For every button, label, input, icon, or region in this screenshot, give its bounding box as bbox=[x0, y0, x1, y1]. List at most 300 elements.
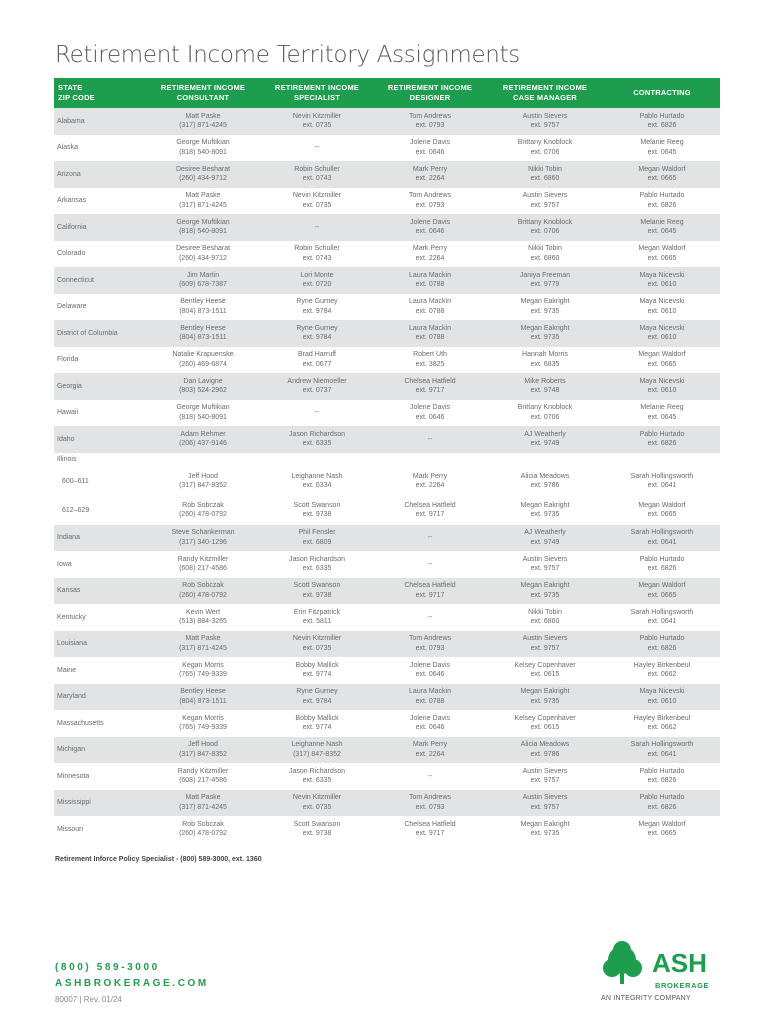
contracting-cell bbox=[604, 373, 720, 400]
designer-cell-line: ext. 0793 bbox=[415, 201, 445, 209]
case-manager-cell bbox=[486, 737, 604, 764]
consultant-cell bbox=[146, 267, 260, 294]
logo-tagline: AN INTEGRITY COMPANY bbox=[601, 995, 691, 1002]
designer-cell-line: Tom Andrews bbox=[408, 192, 452, 200]
designer-cell-line: ext. 0793 bbox=[415, 803, 445, 811]
case-manager-cell bbox=[486, 320, 604, 347]
case-manager-cell-line: ext. 9757 bbox=[530, 122, 560, 130]
case-manager-cell-line: ext. 9735 bbox=[530, 591, 560, 599]
header-case-manager bbox=[486, 78, 604, 108]
state-cell: Connecticut bbox=[57, 276, 94, 284]
case-manager-cell bbox=[486, 763, 604, 790]
table-row bbox=[54, 241, 720, 268]
designer-cell-line: ext. 0793 bbox=[415, 644, 445, 652]
contracting-cell-line: Megan Waldorf bbox=[638, 501, 686, 509]
table-row bbox=[54, 710, 720, 737]
designer-cell-line: Laura Mackin bbox=[408, 324, 452, 332]
specialist-cell bbox=[260, 373, 374, 400]
contracting-cell-line: ext. 6826 bbox=[647, 122, 677, 130]
consultant-cell bbox=[146, 604, 260, 631]
case-manager-cell bbox=[486, 525, 604, 552]
case-manager-cell-line: Hannah Morris bbox=[522, 351, 568, 359]
designer-cell-line: -- bbox=[427, 613, 433, 621]
specialist-cell bbox=[260, 604, 374, 631]
specialist-cell-line: ext. 9774 bbox=[302, 724, 332, 732]
consultant-cell-line: Rob Sobczak bbox=[182, 582, 224, 590]
consultant-cell-line: (260) 478-0792 bbox=[179, 830, 227, 838]
contracting-cell bbox=[604, 496, 720, 525]
contracting-cell-line: ext. 0641 bbox=[647, 750, 677, 758]
contracting-cell-line: Sarah Hollingsworth bbox=[630, 472, 694, 480]
consultant-cell-line: (317) 871-4245 bbox=[179, 644, 227, 652]
consultant-cell bbox=[146, 710, 260, 737]
case-manager-cell-line: ext. 6860 bbox=[530, 254, 560, 262]
consultant-cell-line: Bentley Heese bbox=[180, 298, 226, 306]
contracting-cell bbox=[604, 241, 720, 268]
specialist-cell-line: Jason Richardson bbox=[288, 767, 346, 775]
contracting-cell-line: Pablo Hurtado bbox=[639, 430, 685, 438]
table-row bbox=[54, 790, 720, 817]
contracting-cell-line: ext. 0645 bbox=[647, 148, 677, 156]
specialist-cell-line: ext. 9774 bbox=[302, 671, 332, 679]
contracting-cell-line: ext. 0610 bbox=[647, 387, 677, 395]
designer-cell-line: Chelsea Hatfield bbox=[404, 582, 456, 590]
consultant-cell-line: (803) 524-2962 bbox=[179, 387, 227, 395]
contracting-cell-line: ext. 6826 bbox=[647, 777, 677, 785]
table-row bbox=[54, 684, 720, 711]
table-row bbox=[54, 578, 720, 605]
designer-cell-line: ext. 0793 bbox=[415, 122, 445, 130]
consultant-cell-line: Matt Paske bbox=[185, 192, 221, 200]
specialist-cell-line: Leighanne Nash bbox=[291, 741, 343, 749]
designer-cell-line: ext. 0788 bbox=[415, 281, 445, 289]
specialist-cell-line: Nevin Kitzmiller bbox=[292, 112, 342, 120]
contracting-cell-line: ext. 0665 bbox=[647, 360, 677, 368]
designer-cell-line: Chelsea Hatfield bbox=[404, 820, 456, 828]
specialist-cell-line: ext. 9784 bbox=[302, 307, 332, 315]
table-body bbox=[54, 108, 720, 843]
specialist-cell-line: Robin Schuller bbox=[294, 245, 340, 253]
case-manager-cell bbox=[486, 161, 604, 188]
consultant-cell bbox=[146, 763, 260, 790]
header-manager-line1: RETIREMENT INCOME bbox=[502, 83, 588, 93]
consultant-cell-line: Dan Lavigne bbox=[183, 377, 223, 385]
case-manager-cell bbox=[486, 347, 604, 374]
territory-table bbox=[54, 78, 720, 843]
case-manager-cell-line: ext. 0615 bbox=[530, 671, 560, 679]
case-manager-cell-line: Megan Eakright bbox=[520, 688, 570, 696]
case-manager-cell bbox=[486, 816, 604, 843]
state-cell: Massachusetts bbox=[57, 719, 104, 727]
consultant-cell-line: (260) 434-9712 bbox=[179, 254, 227, 262]
specialist-cell-line: ext. 6335 bbox=[302, 777, 332, 785]
case-manager-cell-line: Megan Eakright bbox=[520, 298, 570, 306]
specialist-cell bbox=[260, 426, 374, 453]
consultant-cell-line: Randy Kitzmiller bbox=[177, 555, 229, 563]
specialist-cell-line: ext. 0743 bbox=[302, 175, 332, 183]
case-manager-cell bbox=[486, 241, 604, 268]
state-cell: Arizona bbox=[57, 170, 81, 178]
case-manager-cell-line: ext. 9735 bbox=[530, 307, 560, 315]
consultant-cell-line: Rob Sobczak bbox=[182, 501, 224, 509]
table-row bbox=[54, 496, 720, 525]
case-manager-cell-line: ext. 0706 bbox=[530, 228, 560, 236]
designer-cell-line: ext. 0788 bbox=[415, 334, 445, 342]
contracting-cell-line: ext. 0665 bbox=[647, 175, 677, 183]
contracting-cell-line: ext. 0641 bbox=[647, 618, 677, 626]
case-manager-cell-line: Brittany Knoblock bbox=[517, 139, 573, 147]
footer-website[interactable]: ASHBROKERAGE.COM bbox=[55, 978, 209, 989]
specialist-cell-line: Scott Swanson bbox=[293, 582, 341, 590]
designer-cell bbox=[374, 294, 486, 321]
case-manager-cell-line: Austin Sievers bbox=[522, 192, 568, 200]
specialist-cell bbox=[260, 684, 374, 711]
case-manager-cell-line: ext. 0706 bbox=[530, 148, 560, 156]
consultant-cell-line: Kevin Wert bbox=[185, 608, 221, 616]
consultant-cell-line: (317) 340-1296 bbox=[179, 538, 227, 546]
contracting-cell-line: ext. 0645 bbox=[647, 413, 677, 421]
consultant-cell bbox=[146, 631, 260, 658]
contracting-cell-line: ext. 0662 bbox=[647, 671, 677, 679]
case-manager-cell-line: ext. 9779 bbox=[530, 281, 560, 289]
table-header bbox=[54, 78, 720, 108]
designer-cell-line: Mark Perry bbox=[412, 472, 448, 480]
table-row bbox=[54, 467, 720, 496]
specialist-cell bbox=[260, 320, 374, 347]
designer-cell-line: ext. 0646 bbox=[415, 148, 445, 156]
specialist-cell bbox=[260, 578, 374, 605]
case-manager-cell-line: Austin Sievers bbox=[522, 794, 568, 802]
contracting-cell-line: ext. 0665 bbox=[647, 511, 677, 518]
contracting-cell bbox=[604, 578, 720, 605]
designer-cell bbox=[374, 347, 486, 374]
state-cell: Florida bbox=[57, 356, 79, 364]
header-designer-line1: RETIREMENT INCOME bbox=[387, 83, 473, 93]
specialist-cell bbox=[260, 400, 374, 427]
designer-cell-line: Tom Andrews bbox=[408, 794, 452, 802]
header-consultant-line1: RETIREMENT INCOME bbox=[160, 83, 246, 93]
consultant-cell-line: Desiree Besharat bbox=[175, 165, 231, 173]
case-manager-cell-line: ext. 0615 bbox=[530, 724, 560, 732]
designer-cell-line: Mark Perry bbox=[412, 165, 448, 173]
consultant-cell bbox=[146, 108, 260, 135]
specialist-cell bbox=[260, 161, 374, 188]
case-manager-cell-line: ext. 9735 bbox=[530, 511, 560, 518]
table-row bbox=[54, 320, 720, 347]
consultant-cell-line: (317) 871-4245 bbox=[179, 122, 227, 130]
designer-cell-line: Chelsea Hatfield bbox=[404, 501, 456, 509]
designer-cell bbox=[374, 135, 486, 162]
consultant-cell-line: Natalie Krapuenske bbox=[172, 351, 234, 359]
contracting-cell-line: ext. 0665 bbox=[647, 591, 677, 599]
designer-cell bbox=[374, 496, 486, 525]
header-consultant-line2: CONSULTANT bbox=[176, 93, 230, 102]
consultant-cell-line: George Muftikian bbox=[176, 218, 230, 226]
table-row bbox=[54, 373, 720, 400]
case-manager-cell bbox=[486, 657, 604, 684]
designer-cell bbox=[374, 763, 486, 790]
contracting-cell-line: Megan Waldorf bbox=[638, 165, 686, 173]
table-row-group-header bbox=[54, 453, 720, 467]
case-manager-cell-line: ext. 9749 bbox=[530, 538, 560, 546]
designer-cell-line: Jolene Davis bbox=[409, 404, 451, 412]
specialist-cell-line: Andrew Niemoeller bbox=[287, 377, 347, 385]
designer-cell bbox=[374, 400, 486, 427]
consultant-cell bbox=[146, 816, 260, 843]
specialist-cell-line: Nevin Kitzmiller bbox=[292, 794, 342, 802]
consultant-cell-line: (804) 873-1511 bbox=[179, 334, 227, 342]
consultant-cell bbox=[146, 241, 260, 268]
header-state: STATE bbox=[58, 83, 83, 93]
contracting-cell-line: Maya Nicevski bbox=[639, 377, 685, 385]
designer-cell-line: ext. 2264 bbox=[415, 175, 445, 183]
contracting-cell-line: Pablo Hurtado bbox=[639, 112, 685, 120]
case-manager-cell-line: Megan Eakright bbox=[520, 582, 570, 590]
specialist-cell-line: (317) 847-8352 bbox=[293, 750, 341, 758]
contracting-cell bbox=[604, 108, 720, 135]
designer-cell bbox=[374, 684, 486, 711]
consultant-cell-line: (608) 217-4586 bbox=[179, 777, 227, 785]
consultant-cell-line: Matt Paske bbox=[185, 635, 221, 643]
table-row bbox=[54, 816, 720, 843]
state-cell: Illinois bbox=[57, 456, 77, 463]
contracting-cell-line: Melanie Reeg bbox=[640, 404, 684, 412]
specialist-cell bbox=[260, 188, 374, 215]
case-manager-cell bbox=[486, 400, 604, 427]
table-row bbox=[54, 161, 720, 188]
contracting-cell-line: Maya Nicevski bbox=[639, 271, 685, 279]
designer-cell-line: ext. 3825 bbox=[415, 360, 445, 368]
consultant-cell-line: Adam Rehmer bbox=[180, 430, 226, 438]
designer-cell bbox=[374, 604, 486, 631]
contracting-cell-line: Pablo Hurtado bbox=[639, 767, 685, 775]
state-cell: Delaware bbox=[57, 303, 87, 311]
table-row bbox=[54, 551, 720, 578]
designer-cell bbox=[374, 320, 486, 347]
specialist-cell-line: ext. 9784 bbox=[302, 334, 332, 342]
consultant-cell-line: Desiree Besharat bbox=[175, 245, 231, 253]
specialist-cell bbox=[260, 214, 374, 241]
specialist-cell-line: ext. 0735 bbox=[302, 803, 332, 811]
table-row bbox=[54, 108, 720, 135]
specialist-cell bbox=[260, 551, 374, 578]
consultant-cell-line: (609) 678-7387 bbox=[179, 281, 227, 289]
specialist-cell-line: ext. 0677 bbox=[302, 360, 332, 368]
designer-cell-line: ext. 9717 bbox=[415, 830, 445, 838]
case-manager-cell-line: ext. 9757 bbox=[530, 565, 560, 573]
contracting-cell-line: Hayley Birkenbeul bbox=[633, 661, 691, 669]
state-cell: District of Columbia bbox=[57, 329, 118, 337]
specialist-cell-line: ext. 9738 bbox=[302, 830, 332, 838]
table-row bbox=[54, 214, 720, 241]
contracting-cell bbox=[604, 347, 720, 374]
designer-cell bbox=[374, 373, 486, 400]
consultant-cell bbox=[146, 684, 260, 711]
consultant-cell-line: (818) 540-8091 bbox=[179, 228, 227, 236]
table-row bbox=[54, 631, 720, 658]
contracting-cell-line: Megan Waldorf bbox=[638, 582, 686, 590]
table-row bbox=[54, 737, 720, 764]
contracting-cell-line: ext. 0665 bbox=[647, 830, 677, 838]
consultant-cell bbox=[146, 135, 260, 162]
designer-cell-line: Jolene Davis bbox=[409, 661, 451, 669]
case-manager-cell-line: Kelsey Copenhaver bbox=[514, 661, 576, 669]
table-row bbox=[54, 763, 720, 790]
contracting-cell bbox=[604, 737, 720, 764]
consultant-cell bbox=[146, 294, 260, 321]
designer-cell bbox=[374, 631, 486, 658]
contracting-cell bbox=[604, 161, 720, 188]
contracting-cell-line: Megan Waldorf bbox=[638, 245, 686, 253]
case-manager-cell bbox=[486, 135, 604, 162]
consultant-cell-line: (317) 847-8352 bbox=[179, 482, 227, 489]
designer-cell-line: Laura Mackin bbox=[408, 298, 452, 306]
case-manager-cell-line: ext. 9757 bbox=[530, 777, 560, 785]
consultant-cell-line: (513) 884-3265 bbox=[179, 618, 227, 626]
designer-cell bbox=[374, 426, 486, 453]
designer-cell-line: Mark Perry bbox=[412, 245, 448, 253]
contracting-cell-line: ext. 6826 bbox=[647, 803, 677, 811]
designer-cell-line: Tom Andrews bbox=[408, 112, 452, 120]
state-cell: Hawaii bbox=[57, 409, 79, 417]
case-manager-cell-line: Nikki Tobin bbox=[528, 165, 562, 173]
table-row bbox=[54, 294, 720, 321]
consultant-cell-line: Jeff Hood bbox=[188, 472, 218, 480]
contracting-cell-line: ext. 0645 bbox=[647, 228, 677, 236]
consultant-cell bbox=[146, 737, 260, 764]
table-row bbox=[54, 426, 720, 453]
header-manager-line2: CASE MANAGER bbox=[512, 93, 578, 102]
designer-cell-line: ext. 9717 bbox=[415, 387, 445, 395]
consultant-cell bbox=[146, 373, 260, 400]
case-manager-cell-line: Alicia Meadows bbox=[520, 741, 570, 749]
state-cell: Maine bbox=[57, 666, 77, 674]
specialist-cell bbox=[260, 763, 374, 790]
header-consultant bbox=[146, 78, 260, 108]
consultant-cell-line: George Muftikian bbox=[176, 139, 230, 147]
specialist-cell-line: ext. 6809 bbox=[302, 538, 332, 546]
designer-cell-line: Tom Andrews bbox=[408, 635, 452, 643]
designer-cell bbox=[374, 241, 486, 268]
contracting-cell bbox=[604, 631, 720, 658]
specialist-cell-line: ext. 0735 bbox=[302, 201, 332, 209]
designer-cell-line: ext. 0646 bbox=[415, 228, 445, 236]
designer-cell-line: ext. 2264 bbox=[415, 750, 445, 758]
contracting-cell bbox=[604, 320, 720, 347]
state-cell: Kentucky bbox=[57, 613, 86, 621]
designer-cell bbox=[374, 737, 486, 764]
designer-cell bbox=[374, 816, 486, 843]
case-manager-cell-line: ext. 0706 bbox=[530, 413, 560, 421]
case-manager-cell-line: ext. 9786 bbox=[530, 750, 560, 758]
state-cell: Kansas bbox=[57, 587, 81, 595]
state-cell: Iowa bbox=[57, 560, 72, 568]
specialist-cell-line: Lori Monte bbox=[300, 271, 334, 279]
table-row bbox=[54, 188, 720, 215]
state-cell: Idaho bbox=[57, 435, 75, 443]
consultant-cell-line: Jim Martin bbox=[186, 271, 220, 279]
case-manager-cell bbox=[486, 578, 604, 605]
contracting-cell bbox=[604, 294, 720, 321]
table-row bbox=[54, 347, 720, 374]
specialist-cell bbox=[260, 816, 374, 843]
case-manager-cell-line: Nikki Tobin bbox=[528, 608, 562, 616]
contracting-cell-line: ext. 0665 bbox=[647, 254, 677, 262]
consultant-cell-line: (317) 847-8352 bbox=[179, 750, 227, 758]
specialist-cell-line: ext. 0735 bbox=[302, 644, 332, 652]
contracting-cell bbox=[604, 467, 720, 496]
consultant-cell bbox=[146, 214, 260, 241]
header-specialist-line1: RETIREMENT INCOME bbox=[274, 83, 360, 93]
case-manager-cell-line: ext. 9749 bbox=[530, 440, 560, 448]
contracting-cell bbox=[604, 604, 720, 631]
designer-cell-line: Chelsea Hatfield bbox=[404, 377, 456, 385]
contracting-cell-line: Pablo Hurtado bbox=[639, 555, 685, 563]
contracting-cell-line: ext. 0610 bbox=[647, 697, 677, 705]
table-row bbox=[54, 267, 720, 294]
specialist-cell-line: Erin Fitzpatrick bbox=[293, 608, 341, 616]
consultant-cell bbox=[146, 551, 260, 578]
contracting-cell-line: Pablo Hurtado bbox=[639, 192, 685, 200]
case-manager-cell bbox=[486, 108, 604, 135]
consultant-cell-line: Rob Sobczak bbox=[182, 820, 224, 828]
state-cell: Arkansas bbox=[57, 197, 87, 205]
consultant-cell bbox=[146, 347, 260, 374]
case-manager-cell-line: ext. 9735 bbox=[530, 830, 560, 838]
case-manager-cell-line: Brittany Knoblock bbox=[517, 218, 573, 226]
specialist-cell bbox=[260, 347, 374, 374]
case-manager-cell bbox=[486, 188, 604, 215]
designer-cell-line: ext. 2264 bbox=[415, 482, 445, 489]
specialist-cell-line: Robin Schuller bbox=[294, 165, 340, 173]
consultant-cell bbox=[146, 525, 260, 552]
specialist-cell-line: Scott Swanson bbox=[293, 820, 341, 828]
specialist-cell bbox=[260, 737, 374, 764]
specialist-cell bbox=[260, 467, 374, 496]
contracting-cell-line: ext. 0610 bbox=[647, 307, 677, 315]
case-manager-cell-line: Austin Sievers bbox=[522, 635, 568, 643]
consultant-cell-line: (765) 749-9339 bbox=[179, 724, 227, 732]
consultant-cell-line: (804) 873-1511 bbox=[179, 697, 227, 705]
contracting-cell bbox=[604, 551, 720, 578]
designer-cell-line: Jolene Davis bbox=[409, 218, 451, 226]
case-manager-cell bbox=[486, 631, 604, 658]
contracting-cell-line: Pablo Hurtado bbox=[639, 635, 685, 643]
header-zip: ZIP CODE bbox=[58, 93, 95, 102]
specialist-cell-line: ext. 0737 bbox=[302, 387, 332, 395]
designer-cell-line: Robert Uth bbox=[413, 351, 447, 359]
specialist-cell bbox=[260, 710, 374, 737]
case-manager-cell bbox=[486, 496, 604, 525]
state-cell: 612–629 bbox=[62, 506, 90, 514]
consultant-cell-line: Jeff Hood bbox=[188, 741, 218, 749]
consultant-cell bbox=[146, 188, 260, 215]
consultant-cell-line: Bentley Heese bbox=[180, 688, 226, 696]
designer-cell-line: ext. 2264 bbox=[415, 254, 445, 262]
case-manager-cell bbox=[486, 790, 604, 817]
header-specialist bbox=[260, 78, 374, 108]
contracting-cell bbox=[604, 188, 720, 215]
state-cell: Louisiana bbox=[57, 640, 87, 648]
specialist-cell-line: ext. 5811 bbox=[302, 618, 332, 626]
case-manager-cell-line: ext. 6860 bbox=[530, 618, 560, 626]
case-manager-cell-line: ext. 9757 bbox=[530, 803, 560, 811]
header-state-zip bbox=[54, 78, 146, 108]
footer-phone[interactable]: (800) 589-3000 bbox=[55, 962, 160, 973]
designer-cell-line: ext. 0646 bbox=[415, 724, 445, 732]
consultant-cell-line: (206) 437-9146 bbox=[179, 440, 227, 448]
specialist-cell-line: -- bbox=[314, 144, 320, 152]
